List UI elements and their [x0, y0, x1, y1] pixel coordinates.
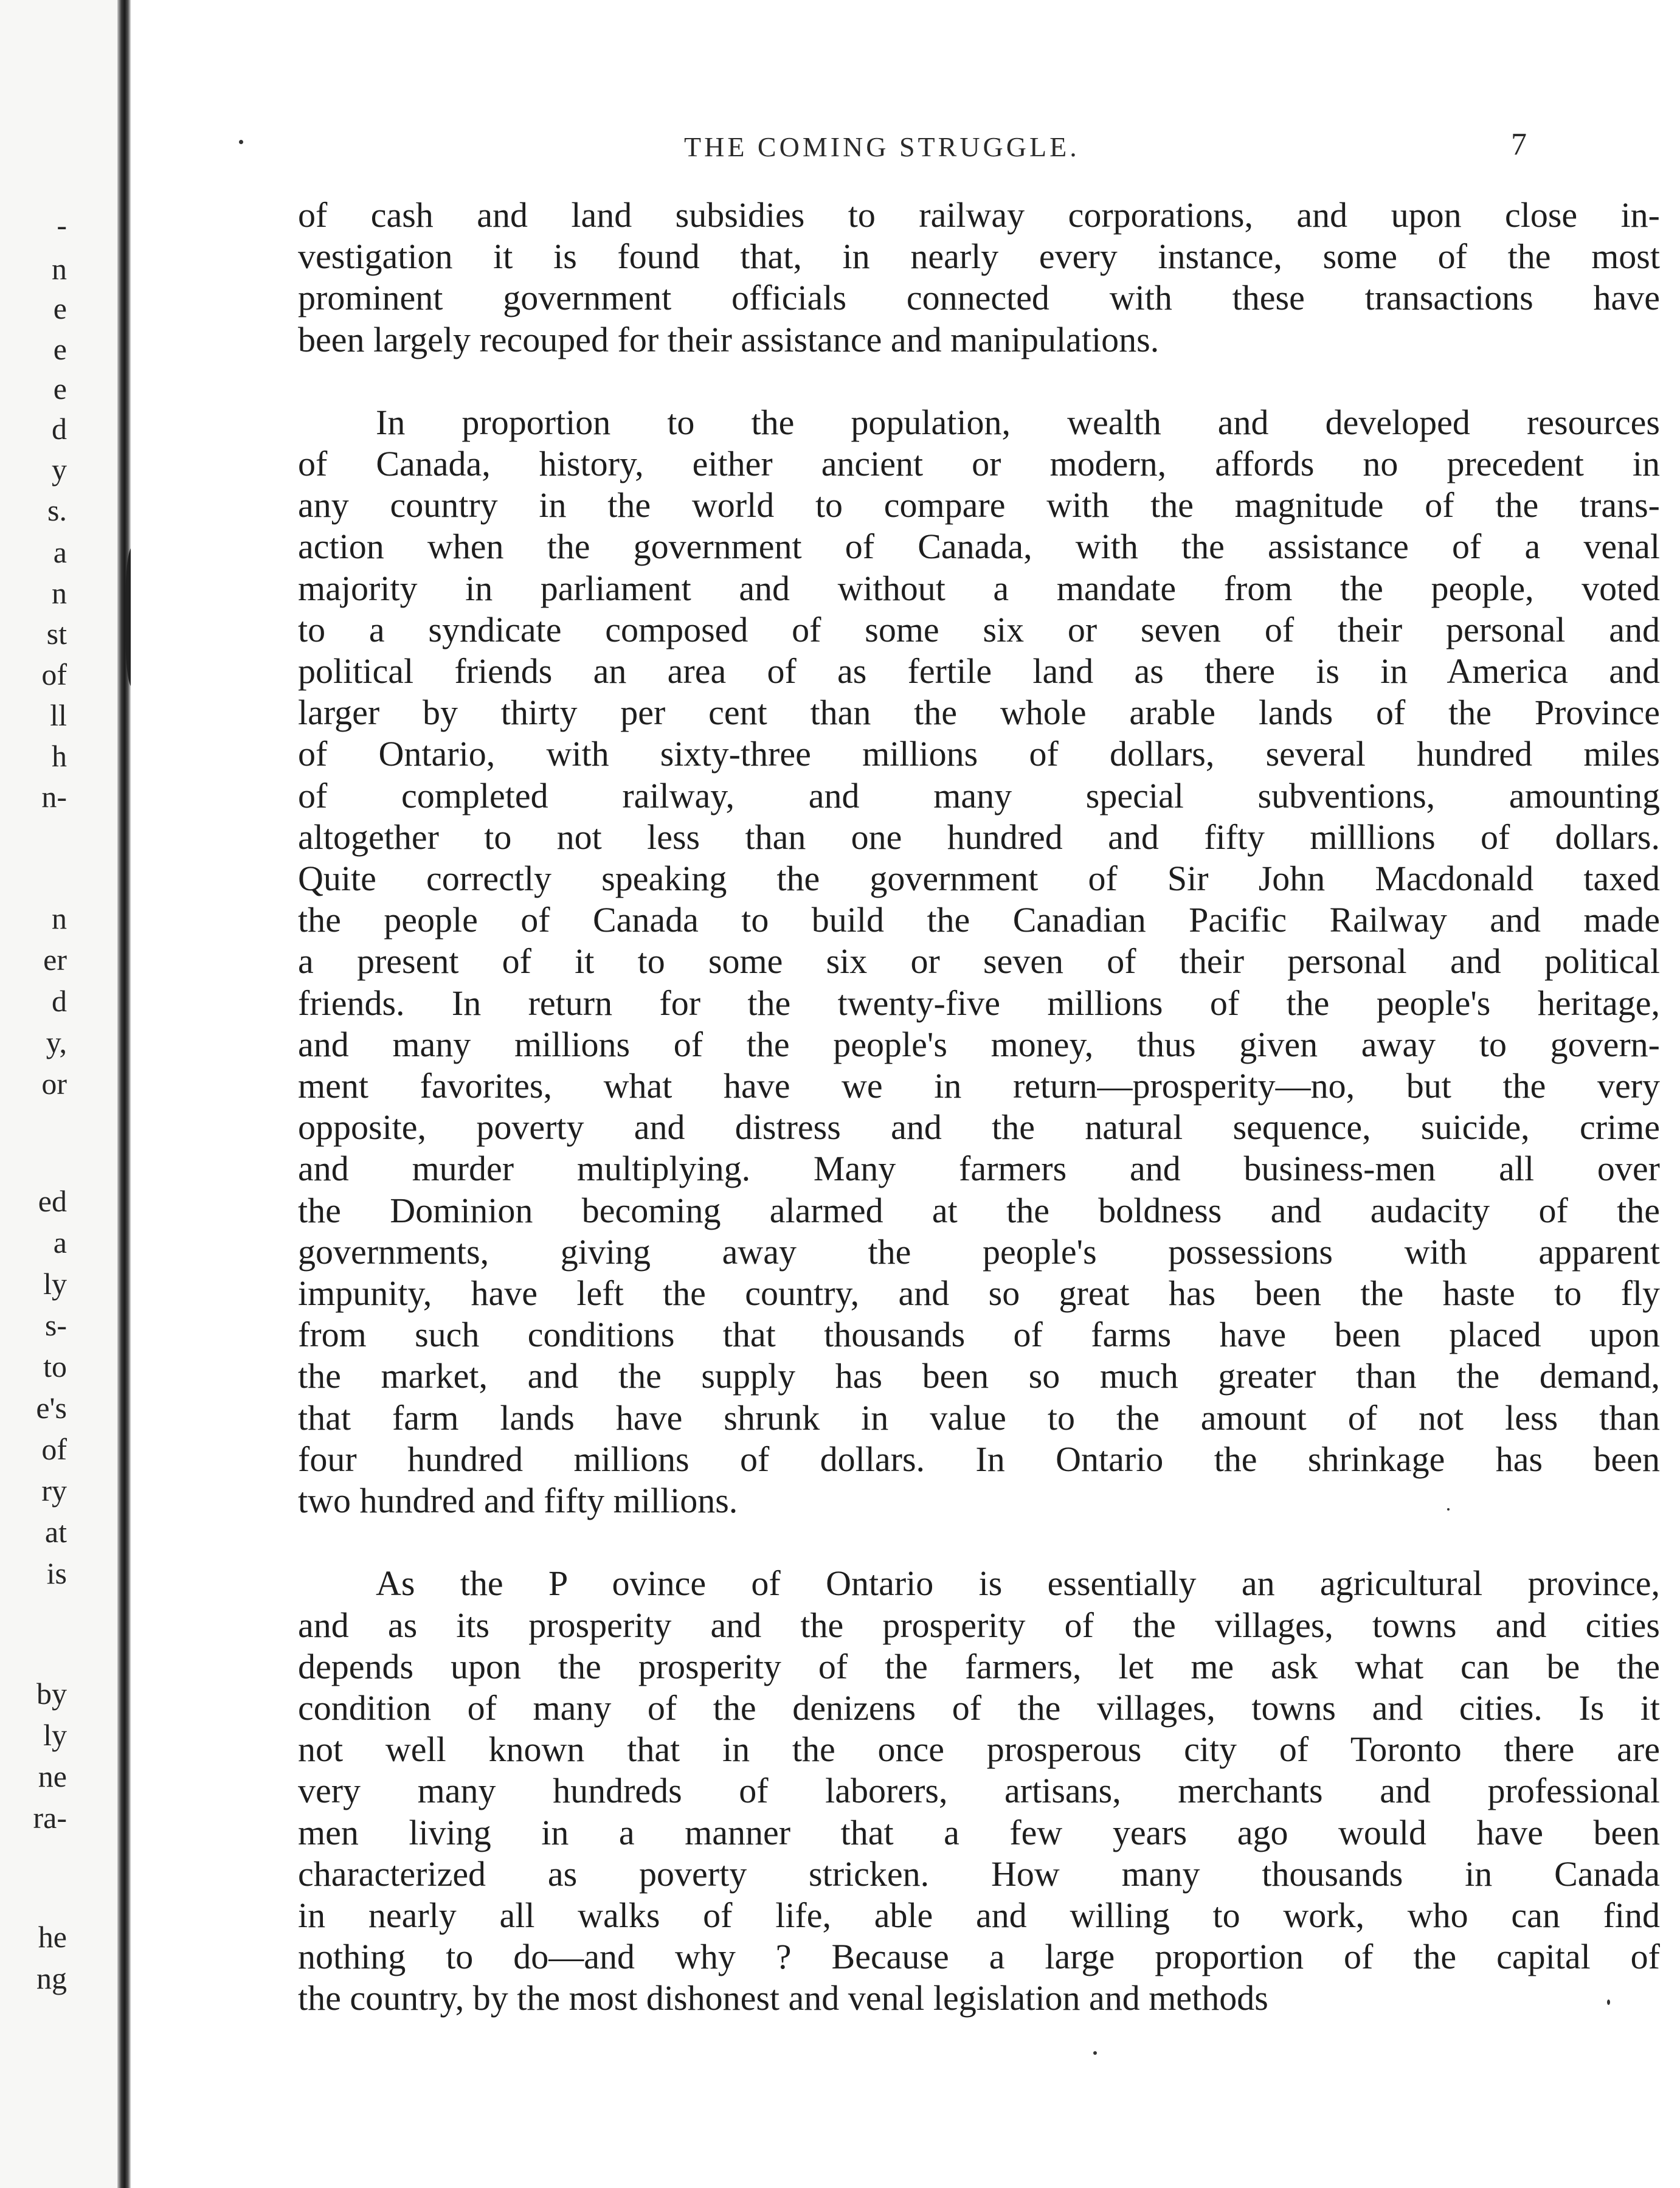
facing-page-text-fragments: [0, 0, 67, 2188]
text-line: As the P ovince of Ontario is essentially an agricultural province,: [376, 1563, 1660, 1604]
text-line: prominent government officials connected with these transactions have: [298, 278, 1660, 318]
facing-page-fragment: st: [46, 617, 67, 651]
text-line: condition of many of the denizens of the villages, towns and cities. Is it: [298, 1688, 1660, 1728]
text-line: larger by thirty per cent than the whole arable lands of the Province: [298, 693, 1660, 733]
facing-page-fragment: e: [53, 291, 67, 325]
print-speck: [239, 140, 243, 144]
facing-page-fragment: or: [41, 1067, 67, 1101]
text-line: the Dominion becoming alarmed at the boldness and audacity of the: [298, 1190, 1660, 1230]
text-line: and many millions of the people's money, thus given away to govern-: [298, 1024, 1660, 1064]
text-line: In proportion to the population, wealth and developed resources: [376, 402, 1660, 442]
facing-page-fragment: d: [52, 412, 67, 446]
text-line: and murder multiplying. Many farmers and business-men all over: [298, 1149, 1660, 1189]
facing-page-fragment: e's: [36, 1391, 67, 1425]
text-line: two hundred and fifty millions.: [298, 1481, 738, 1521]
text-line: the country, by the most dishonest and venal legislation and methods: [298, 1978, 1268, 2018]
facing-page-fragment: d: [52, 984, 67, 1018]
facing-page-fragment: is: [46, 1556, 67, 1590]
text-line: four hundred millions of dollars. In Ontario the shrinkage has been: [298, 1439, 1660, 1479]
paragraph-3: [298, 1563, 1660, 2019]
text-line: opposite, poverty and distress and the natural sequence, suicide, crime: [298, 1107, 1660, 1148]
facing-page-fragment: at: [44, 1515, 67, 1549]
book-page: [131, 0, 1680, 2188]
text-line: majority in parliament and without a mandate from the people, voted: [298, 568, 1660, 608]
running-head: THE COMING STRUGGLE.: [684, 131, 1080, 162]
text-line: in nearly all walks of life, able and willing to work, who can find: [298, 1895, 1660, 1935]
facing-page-fragment: a: [53, 1225, 67, 1259]
text-line: vestigation it is found that, in nearly every instance, some of the most: [298, 237, 1660, 277]
facing-page-fragment: a: [53, 535, 67, 569]
text-line: and as its prosperity and the prosperity of the villages, towns and cities: [298, 1605, 1660, 1645]
text-line: from such conditions that thousands of farms have been placed upon: [298, 1315, 1660, 1355]
text-line: action when the government of Canada, with the assistance of a venal: [298, 527, 1660, 567]
text-line: the market, and the supply has been so much greater than the demand,: [298, 1356, 1660, 1396]
binding-gutter: [117, 0, 131, 2188]
text-line: impunity, have left the country, and so great has been the haste to fly: [298, 1273, 1660, 1314]
text-line: of Canada, history, either ancient or modern, affords no precedent in: [298, 444, 1660, 484]
facing-page-fragment: -: [57, 208, 67, 242]
facing-page-fragment: by: [36, 1677, 67, 1711]
facing-page-fragment: e: [53, 332, 67, 366]
facing-page-fragment: he: [38, 1920, 67, 1954]
text-line: to a syndicate composed of some six or seven of their personal and: [298, 609, 1660, 649]
text-line: ment favorites, what have we in return—prosperity—no, but the very: [298, 1066, 1660, 1106]
facing-page-fragment: ll: [50, 698, 67, 732]
facing-page-fragment: n-: [41, 780, 67, 814]
text-line: not well known that in the once prosperous city of Toronto there are: [298, 1729, 1660, 1770]
print-speck: [1093, 2051, 1097, 2055]
facing-page-fragment: of: [41, 657, 67, 691]
text-line: any country in the world to compare with the magnitude of the trans-: [298, 485, 1660, 525]
text-line: political friends an area of as fertile land as there is in America and: [298, 651, 1660, 691]
text-line: of completed railway, and many special subventions, amounting: [298, 775, 1660, 815]
facing-page-fragment: n: [52, 901, 67, 935]
facing-page-fragment: ly: [43, 1267, 67, 1301]
print-speck: [1447, 1508, 1450, 1511]
facing-page-fragment: s-: [44, 1308, 67, 1342]
facing-page-fragment: s.: [47, 493, 67, 527]
facing-page-fragment: ly: [43, 1718, 67, 1752]
paragraph-gap: [298, 1522, 1660, 1563]
facing-page-fragment: of: [41, 1432, 67, 1466]
facing-page-fragment: h: [52, 739, 67, 773]
text-line: been largely recouped for their assistance and manipulations.: [298, 319, 1160, 359]
facing-page-fragment: y: [52, 452, 67, 486]
facing-page-fragment: n: [52, 576, 67, 610]
text-line: men living in a manner that a few years ago would have been: [298, 1812, 1660, 1852]
text-line: nothing to do—and why ? Because a large proportion of the capital of: [298, 1937, 1660, 1977]
text-line: Quite correctly speaking the government of Sir John Macdonald taxed: [298, 859, 1660, 899]
text-line: of Ontario, with sixty-three millions of dollars, several hundred miles: [298, 734, 1660, 774]
paragraph-1: [298, 195, 1660, 361]
text-line: the people of Canada to build the Canadian Pacific Railway and made: [298, 900, 1660, 940]
text-line: depends upon the prosperity of the farmers, let me ask what can be the: [298, 1646, 1660, 1686]
facing-page-fragment: ed: [38, 1184, 67, 1218]
facing-page-fragment: er: [43, 943, 67, 977]
text-line: friends. In return for the twenty-five millions of the people's heritage,: [298, 983, 1660, 1023]
text-line: very many hundreds of laborers, artisans, merchants and professional: [298, 1771, 1660, 1811]
body-text: [298, 195, 1660, 2020]
paragraph-2: [298, 402, 1660, 1522]
facing-page-fragment: ry: [41, 1473, 67, 1508]
facing-page-fragment: e: [53, 372, 67, 406]
text-line: a present of it to some six or seven of their personal and political: [298, 941, 1660, 981]
page-number: 7: [1511, 127, 1527, 162]
facing-page-fragment: n: [52, 252, 67, 286]
text-line: governments, giving away the people's possessions with apparent: [298, 1231, 1660, 1272]
facing-page-fragment: ne: [38, 1759, 67, 1793]
facing-page-fragment: ng: [36, 1961, 67, 1995]
text-line: of cash and land subsidies to railway corporations, and upon close in-: [298, 195, 1660, 235]
text-line: characterized as poverty stricken. How many thousands in Canada: [298, 1854, 1660, 1894]
text-line: altogether to not less than one hundred and fifty milllions of dollars.: [298, 817, 1660, 857]
facing-page-fragment: ra-: [33, 1801, 67, 1835]
facing-page-fragment: y,: [46, 1025, 67, 1059]
print-speck: [1607, 1999, 1610, 2005]
text-line: that farm lands have shrunk in value to the amount of not less than: [298, 1397, 1660, 1438]
paragraph-gap: [298, 361, 1660, 402]
facing-page-fragment: to: [43, 1349, 67, 1383]
